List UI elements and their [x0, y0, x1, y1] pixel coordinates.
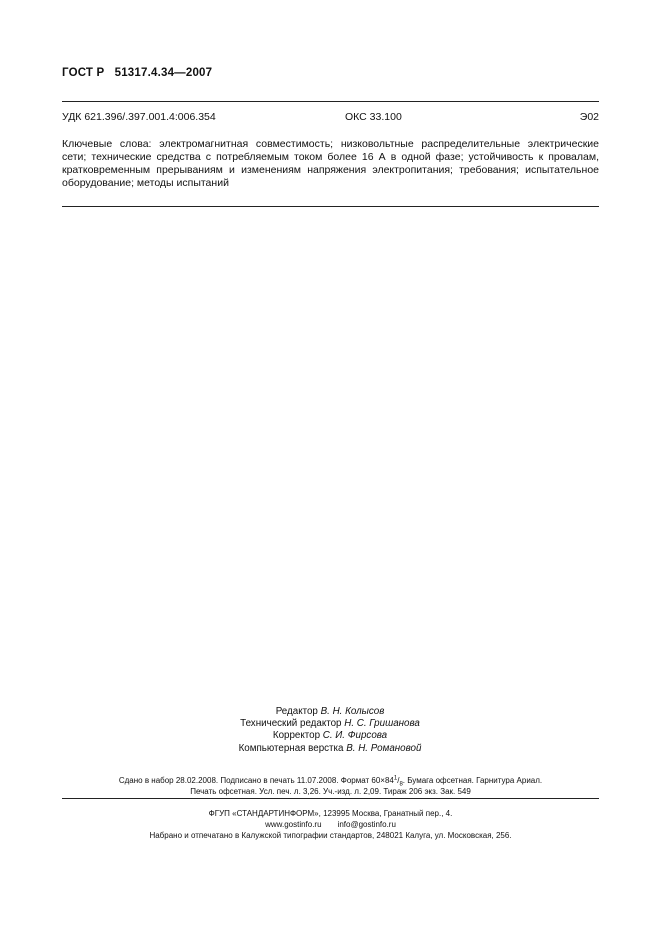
editor-line: [150, 706, 510, 718]
keywords-block: [62, 138, 599, 190]
keywords-line: оборудование; методы испытаний: [62, 177, 229, 189]
publisher-contacts: [62, 819, 599, 830]
publisher-address: ФГУП «СТАНДАРТИНФОРМ», 123995 Москва, Гранатный пер., 4.: [208, 809, 453, 818]
keywords-line: кратковременным прерываниям и изменениям напряжения электропитания; требования; испытательное: [62, 164, 599, 176]
tech-editor-line: [150, 718, 510, 730]
layout-name: В. Н. Романовой: [346, 742, 422, 754]
keywords-line: Ключевые слова: электромагнитная совместимость; низковольтные распределительные электрические: [62, 138, 599, 150]
corrector-line: [150, 730, 510, 742]
keywords-line: сети; технические средства с потребляемым током более 16 А в одной фазе; устойчивость к провалам,: [62, 151, 599, 163]
category-code: Э02: [579, 111, 599, 123]
publisher-email-link[interactable]: info@gostinfo.ru: [337, 820, 396, 830]
layout-line: [150, 743, 510, 755]
format-fraction-numerator: 1: [393, 775, 398, 782]
print-info-line2: Печать офсетная. Усл. печ. л. 3,26. Уч.-изд. л. 2,09. Тираж 206 экз. Зак. 549: [190, 786, 471, 796]
layout-role: Компьютерная верстка: [238, 742, 344, 754]
editor-name: В. Н. Колысов: [320, 706, 385, 717]
print-info-block: [62, 776, 599, 797]
oks-code: ОКС 33.100: [345, 111, 402, 123]
publisher-divider: [62, 798, 599, 799]
credits-block: [150, 706, 510, 755]
tech-editor-role: Технический редактор: [240, 718, 342, 730]
print-info-text: Сдано в набор 28.02.2008. Подписано в печать 11.07.2008. Формат 60×84: [118, 776, 394, 785]
udk-code: УДК 621.396/.397.001.4:006.354: [62, 111, 216, 123]
classification-row: [62, 111, 599, 127]
print-info-line1: Сдано в набор 28.02.2008. Подписано в печать 11.07.2008. Формат $60\times 84^1/_8$. Бумага офсетная. Гарнитура Ариал.: [118, 775, 543, 788]
publisher-website-link[interactable]: www.gostinfo.ru: [265, 820, 322, 830]
top-divider: [62, 101, 599, 102]
keywords-divider: [62, 206, 599, 207]
print-info-text: . Бумага офсетная. Гарнитура Ариал.: [402, 776, 543, 785]
printing-house: Набрано и отпечатано в Калужской типографии стандартов, 248021 Калуга, ул. Московская, 256.: [149, 831, 512, 841]
publisher-block: [62, 808, 599, 842]
document-code: ГОСТ Р 51317.4.34—2007: [62, 67, 213, 79]
tech-editor-name: Н. С. Гришанова: [344, 718, 420, 730]
corrector-name: С. И. Фирсова: [322, 730, 388, 742]
corrector-role: Корректор: [272, 730, 321, 742]
format-fraction-denominator: 8: [399, 781, 403, 788]
editor-role: Редактор: [275, 706, 318, 717]
